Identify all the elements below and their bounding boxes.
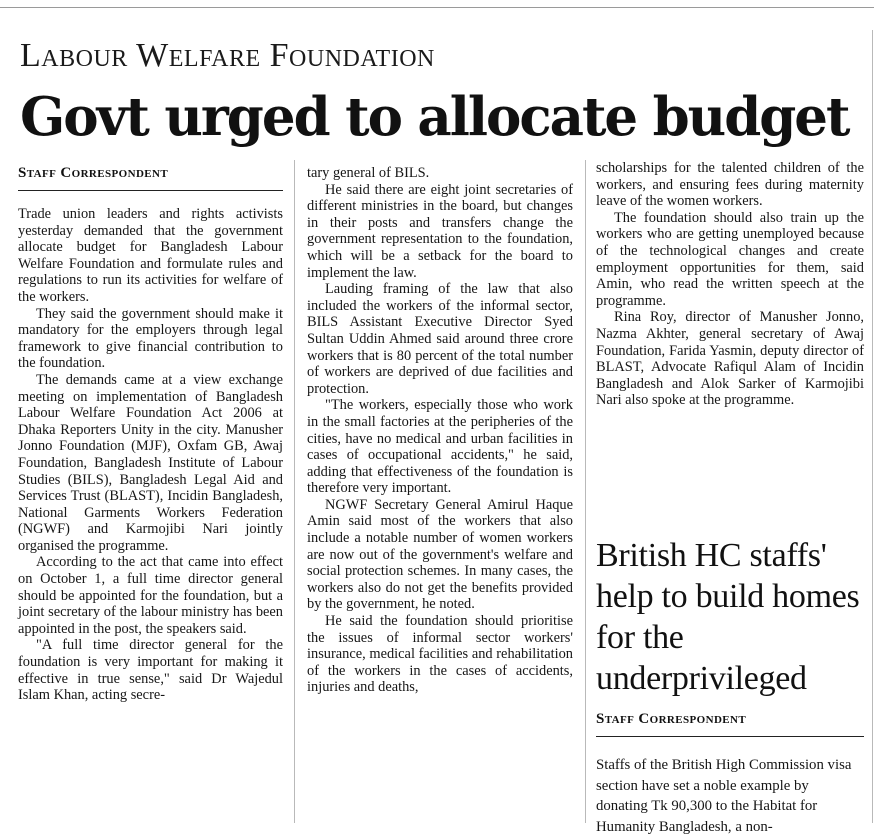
paragraph: Lauding framing of the law that also included the workers of the informal sector, BILS Assistant Executive Director Syed Sultan Uddin Ahmed said around three crore workers that is 80 percent of the total number of workers are deprived of due facilities and protection.	[307, 281, 573, 397]
paragraph: Trade union leaders and rights activists yesterday demanded that the government allocate budget for Bangladesh Labour Welfare Foundation and formulate rules and regulations to run its activities for welfare of the workers.	[18, 206, 283, 305]
column-rule	[585, 160, 586, 823]
article-headline: Govt urged to allocate budget	[20, 86, 849, 148]
second-article-byline: Staff Correspondent	[596, 711, 864, 737]
column-rule	[294, 160, 295, 823]
article-column-3	[596, 160, 864, 540]
top-rule	[0, 7, 874, 8]
paragraph: According to the act that came into effect on October 1, a full time director general should be appointed for the foundation, but a joint secretary of the labour ministry has been appointed in the post, the speakers said.	[18, 554, 283, 637]
column-body	[18, 206, 283, 704]
column-body	[307, 165, 573, 696]
section-kicker: Labour Welfare Foundation	[20, 37, 435, 74]
page-edge-rule	[872, 30, 873, 823]
paragraph: scholarships for the talented children of the workers, and ensuring fees during maternity leave of the women workers.	[596, 160, 864, 210]
paragraph: Rina Roy, director of Manusher Jonno, Nazma Akhter, general secretary of Awaj Foundation, Farida Yasmin, deputy director of BLAST, Advocate Rafiqul Alam of Incidin Bangladesh and Alok Sarker of Karmojibi Nari also spoke at the programme.	[596, 309, 864, 409]
paragraph: NGWF Secretary General Amirul Haque Amin said most of the workers that also include a notable number of women workers are now out of the government's welfare and social protection schemes. In many cases, the workers also do not get the benefits provided by the government, he noted.	[307, 496, 573, 613]
paragraph: He said there are eight joint secretaries of different ministries in the board, but changes in their posts and transfers change the government representation to the foundation, which will be a setback for the board to implement the law.	[307, 181, 573, 281]
second-article	[596, 535, 864, 835]
paragraph: They said the government should make it mandatory for the employers through legal framework to give financial contribution to the foundation.	[18, 305, 283, 372]
second-article-headline: British HC staffs' help to build homes for the underprivileged	[596, 537, 860, 697]
paragraph: He said the foundation should prioritise the issues of informal sector workers' insurance, medical facilities and rehabilitation of the workers in the cases of accidents, injuries and deaths,	[307, 613, 573, 696]
paragraph: "A full time director general for the foundation is very important for making it effective in true sense," said Dr Wajedul Islam Khan, acting secre-	[18, 637, 283, 704]
paragraph: "The workers, especially those who work in the small factories at the peripheries of the cities, have no medical and urban facilities in cases of occupational accidents," he said, adding that effectiveness of the foundation is therefore very important.	[307, 397, 573, 497]
column-body	[596, 160, 864, 409]
paragraph: Staffs of the British High Commission visa section have set a noble example by donating Tk 90,300 to the Habitat for Humanity Bangladesh, a non-	[596, 757, 852, 835]
paragraph: The foundation should also train up the workers who are getting unemployed because of the technological changes and create employment opportunities for them, said Amin, who read the written speech at the programme.	[596, 209, 864, 309]
paragraph: The demands came at a view exchange meeting on implementation of Bangladesh Labour Welfare Foundation Act 2006 at Dhaka Reporters Unity in the city. Manusher Jonno Foundation (MJF), Oxfam GB, Awaj Foundation, Bangladesh Institute of Labour Studies (BILS), Bangladesh Legal Aid and Services Trust (BLAST), Incidin Bangladesh, National Garments Workers Federation (NGWF) and Karmojibi Nari jointly organised the programme.	[18, 371, 283, 554]
article-column-1	[18, 165, 283, 823]
second-article-body	[596, 755, 864, 837]
byline: Staff Correspondent	[18, 165, 283, 191]
article-column-2	[307, 165, 573, 823]
paragraph: tary general of BILS.	[307, 165, 430, 181]
